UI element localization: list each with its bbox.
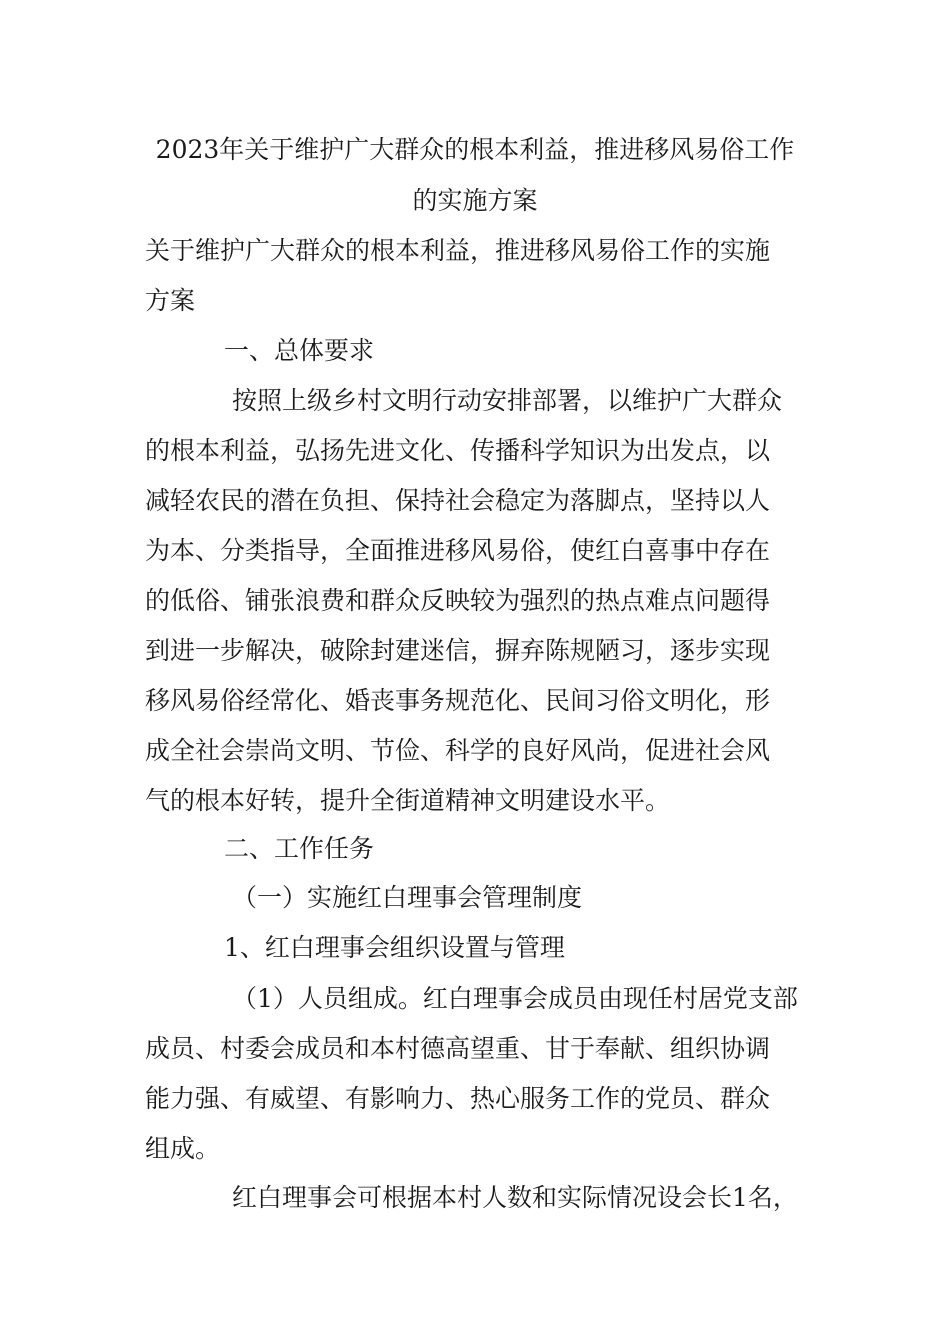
paragraph-line: 红白理事会可根据本村人数和实际情况设会长1名， bbox=[232, 1183, 798, 1212]
document-title-line-2: 的实施方案 bbox=[412, 186, 538, 215]
paragraph-line: 组成。 bbox=[145, 1134, 221, 1163]
paragraph-line: 按照上级乡村文明行动安排部署，以维护广大群众 bbox=[232, 386, 783, 415]
section-heading-work-tasks: 二、工作任务 bbox=[224, 834, 375, 863]
paragraph-line: 减轻农民的潜在负担、保持社会稳定为落脚点，坚持以人 bbox=[145, 486, 771, 515]
subsection-heading: （一）实施红白理事会管理制度 bbox=[232, 883, 583, 912]
paragraph-line: 的根本利益，弘扬先进文化、传播科学知识为出发点，以 bbox=[145, 436, 771, 465]
paragraph-line: 到进一步解决，破除封建迷信，摒弃陈规陋习，逐步实现 bbox=[145, 636, 771, 665]
paragraph-line: 气的根本好转，提升全街道精神文明建设水平。 bbox=[145, 786, 671, 815]
paragraph-line: 成全社会崇尚文明、节俭、科学的良好风尚，促进社会风 bbox=[145, 736, 771, 765]
paragraph-line: 移风易俗经常化、婚丧事务规范化、民间习俗文明化，形 bbox=[145, 686, 771, 715]
section-heading-general-requirements: 一、总体要求 bbox=[224, 336, 375, 365]
subtitle-line-2: 方案 bbox=[145, 286, 196, 315]
paragraph-line: 为本、分类指导，全面推进移风易俗，使红白喜事中存在 bbox=[145, 536, 771, 565]
subsection-heading: 1、红白理事会组织设置与管理 bbox=[224, 933, 565, 962]
paragraph-line: （1）人员组成。红白理事会成员由现任村居党支部 bbox=[232, 984, 798, 1013]
paragraph-line: 能力强、有威望、有影响力、热心服务工作的党员、群众 bbox=[145, 1084, 771, 1113]
paragraph-line: 成员、村委会成员和本村德高望重、甘于奉献、组织协调 bbox=[145, 1034, 771, 1063]
subtitle-line-1: 关于维护广大群众的根本利益，推进移风易俗工作的实施 bbox=[145, 236, 771, 265]
document-title-line-1: 2023年关于维护广大群众的根本利益，推进移风易俗工作 bbox=[155, 135, 795, 164]
paragraph-line: 的低俗、铺张浪费和群众反映较为强烈的热点难点问题得 bbox=[145, 586, 771, 615]
